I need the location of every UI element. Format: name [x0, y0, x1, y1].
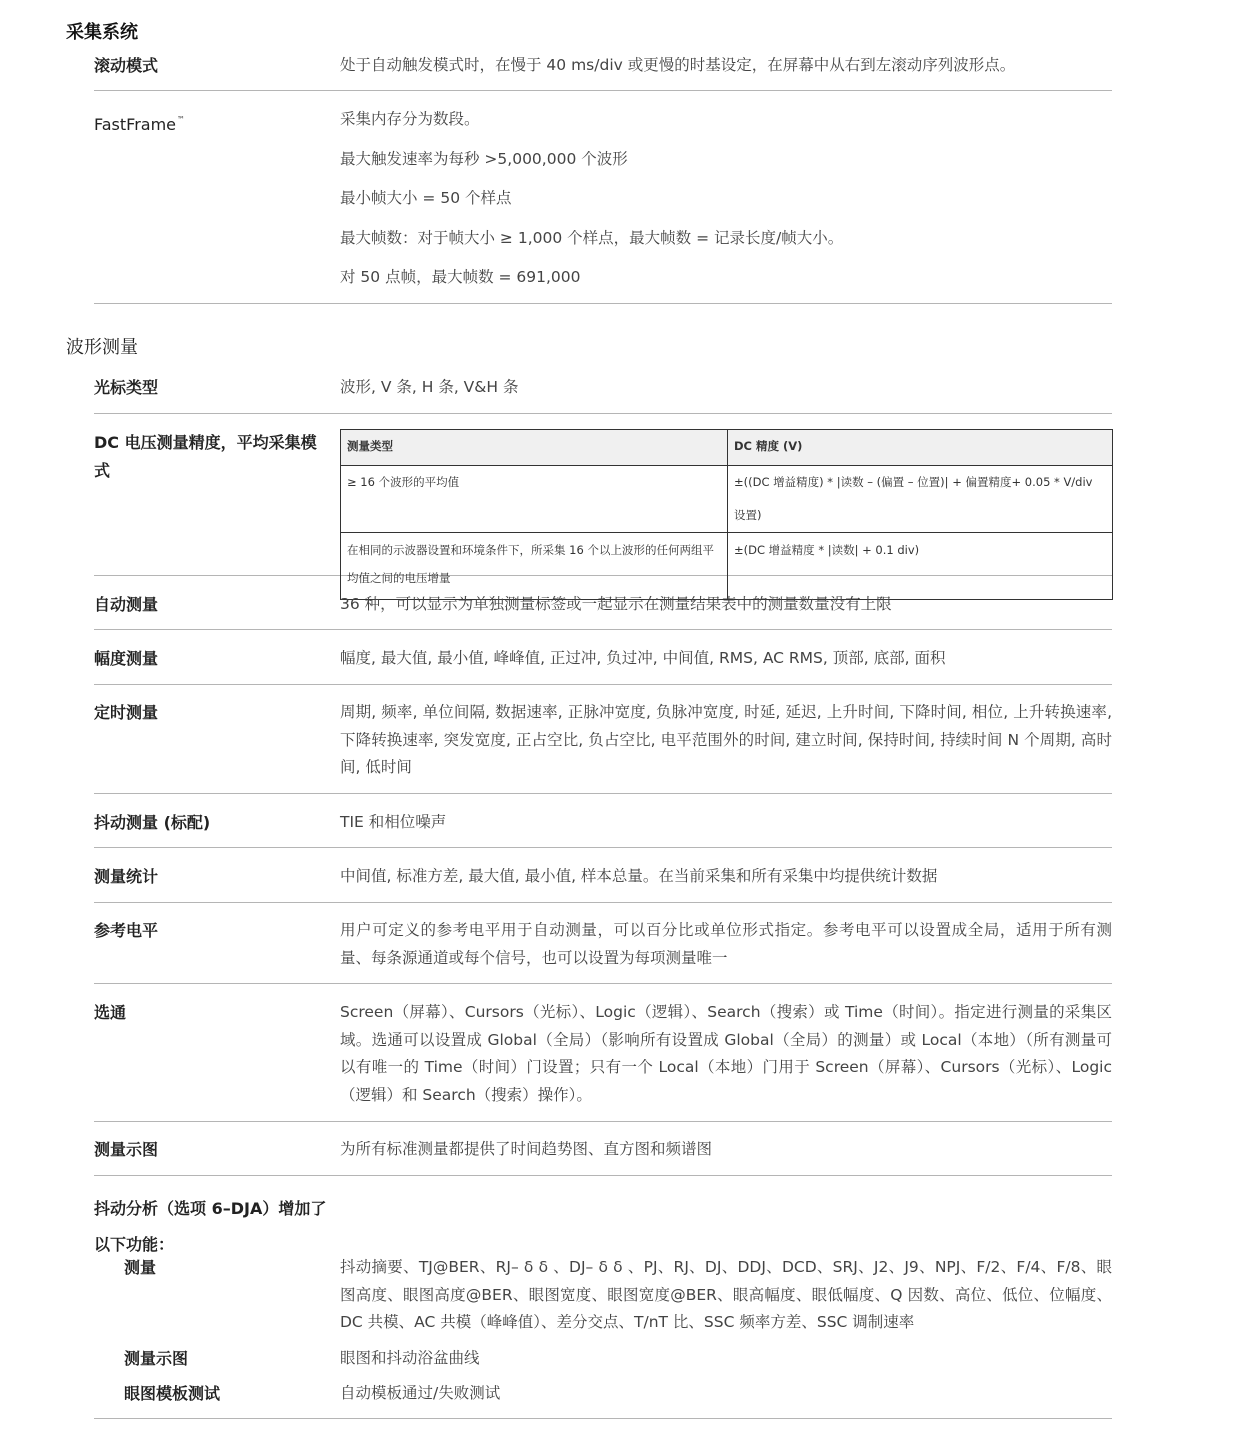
spec-value: Screen（屏幕）、Cursors（光标）、Logic（逻辑）、Search（搜索）或 Time（时间）。指定进行测量的采集区域。选通可以设置成 Global（全局）（影响所有设置成 Global（全局）的测量）或 Local（本地）（所有测量可以有唯一的 Time（时间）门设置；只有一个 Local（本地）门用于 Screen（屏幕）、Cursors（光标）、Logic（逻辑）和 Search（搜索）操作）。 [340, 1003, 1112, 1104]
spec-label: 定时测量 [94, 703, 159, 722]
spec-line: 最小帧大小 = 50 个样点 [340, 189, 512, 207]
table-row [341, 466, 1113, 533]
spec-label: 选通 [94, 1003, 127, 1022]
table-header: DC 精度 (V) [728, 430, 1113, 466]
spec-value-list [340, 106, 1112, 304]
table-header-row [341, 430, 1113, 466]
spec-row-ref-levels [94, 916, 1112, 984]
spec-row-auto [94, 590, 1112, 630]
spec-label: 测量统计 [94, 867, 159, 886]
spec-line: 最大帧数：对于帧大小 ≥ 1,000 个样点，最大帧数 = 记录长度/帧大小。 [340, 228, 844, 247]
spec-label: 滚动模式 [94, 56, 159, 75]
spec-label: 光标类型 [94, 378, 159, 397]
table-header: 测量类型 [341, 430, 728, 466]
section-title-measurement: 波形测量 [66, 337, 138, 358]
spec-row-roll-mode [94, 51, 1112, 91]
spec-line: 最大触发速率为每秒 >5,000,000 个波形 [340, 149, 628, 168]
spec-row-stats [94, 862, 1112, 903]
dc-accuracy-table [340, 429, 1113, 600]
section-title-acquisition: 采集系统 [66, 22, 138, 43]
spec-row-timing [94, 699, 1112, 794]
spec-value: 处于自动触发模式时，在慢于 40 ms/div 或更慢的时基设定，在屏幕中从右到左滚动序列波形点。 [340, 56, 1016, 74]
spec-sub-label: 眼图模板测试 [124, 1384, 221, 1403]
spec-label: 抖动分析（选项 6–DJA）增加了以下功能： [94, 1199, 327, 1254]
spec-row-cursor-types [94, 374, 1112, 414]
spec-sub-label: 测量 [124, 1258, 157, 1277]
spec-value: 波形, V 条, H 条, V&H 条 [340, 378, 519, 396]
spec-value: 为所有标准测量都提供了时间趋势图、直方图和频谱图 [340, 1140, 713, 1158]
spec-line: 对 50 点帧，最大帧数 = 691,000 [340, 268, 581, 286]
spec-row-fastframe [94, 104, 1112, 304]
spec-label: 测量示图 [94, 1140, 159, 1159]
spec-value: 周期, 频率, 单位间隔, 数据速率, 正脉冲宽度, 负脉冲宽度, 时延, 延迟, 上升时间, 下降时间, 相位, 上升转换速率, 下降转换速率, 突发宽度, 正占空比, 负占空比, 电平范围外的时间, 建立时间, 保持时间, 持续时间 N 个周期, 高时间, 低时间 [340, 703, 1112, 776]
spec-label: 抖动测量 (标配) [94, 813, 211, 832]
table-cell: ±((DC 增益精度) * |读数 – (偏置 – 位置)| + 偏置精度+ 0.05 * V/div 设置) [728, 466, 1113, 533]
spec-label: 参考电平 [94, 921, 159, 940]
spec-row-amplitude [94, 644, 1112, 685]
spec-label: 幅度测量 [94, 649, 159, 668]
table-cell: ±(DC 增益精度 * |读数| + 0.1 div) [728, 533, 1113, 600]
table-cell: ≥ 16 个波形的平均值 [341, 466, 728, 533]
spec-label: FastFrame™ [94, 115, 185, 134]
spec-row-jitter-analysis [94, 1190, 1112, 1419]
spec-value: 自动模板通过/失败测试 [340, 1384, 501, 1402]
spec-line: 采集内存分为数段。 [340, 110, 480, 128]
spec-value: 用户可定义的参考电平用于自动测量，可以百分比或单位形式指定。参考电平可以设置成全局，适用于所有测量、每条源通道或每个信号，也可以设置为每项测量唯一 [340, 921, 1112, 967]
spec-value: TIE 和相位噪声 [340, 813, 447, 831]
spec-value: 眼图和抖动浴盆曲线 [340, 1349, 480, 1367]
spec-label: DC 电压测量精度，平均采集模式 [94, 433, 317, 480]
spec-row-jitter [94, 808, 1112, 848]
spec-row-plots [94, 1136, 1112, 1176]
spec-value: 抖动摘要、TJ@BER、RJ– δ δ 、DJ– δ δ 、PJ、RJ、DJ、DDJ、DCD、SRJ、J2、J9、NPJ、F/2、F/4、F/8、眼图高度、眼图高度@BER、眼图宽度、眼图宽度@BER、眼高幅度、眼低幅度、Q 因数、高位、低位、位幅度、DC 共模、AC 共模（峰峰值）、差分交点、T/nT 比、SSC 频率方差、SSC 调制速率 [340, 1258, 1112, 1331]
spec-sub-label: 测量示图 [124, 1349, 189, 1368]
spec-value: 中间值, 标准方差, 最大值, 最小值, 样本总量。在当前采集和所有采集中均提供统计数据 [340, 867, 938, 885]
spec-label: 自动测量 [94, 595, 159, 614]
spec-row-dc-accuracy [94, 429, 1112, 585]
table-cell: 在相同的示波器设置和环境条件下，所采集 16 个以上波形的任何两组平均值之间的电压增量 [341, 533, 728, 600]
spec-row-gating [94, 998, 1112, 1122]
spec-value: 36 种，可以显示为单独测量标签或一起显示在测量结果表中的测量数量没有上限 [340, 595, 892, 613]
spec-value: 幅度, 最大值, 最小值, 峰峰值, 正过冲, 负过冲, 中间值, RMS, AC RMS, 顶部, 底部, 面积 [340, 649, 946, 667]
